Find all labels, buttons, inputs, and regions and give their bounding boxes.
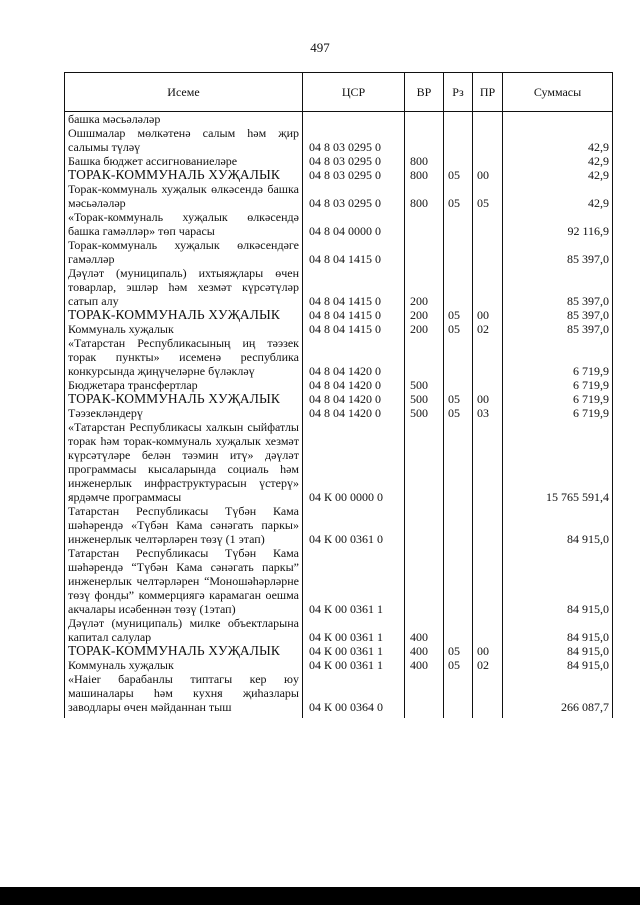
cell-rz: [444, 266, 473, 308]
cell-vr: [405, 112, 444, 127]
table-row: [65, 112, 613, 127]
cell-sum: 84 915,0: [503, 546, 613, 616]
cell-sum: 6 719,9: [503, 336, 613, 378]
cell-rz: [444, 504, 473, 546]
cell-csr: 04 К 00 0364 0: [303, 672, 405, 718]
cell-pr: [473, 672, 503, 718]
cell-pr: [473, 210, 503, 238]
cell-csr: 04 К 00 0361 1: [303, 658, 405, 672]
cell-vr: [405, 546, 444, 616]
cell-pr: [473, 378, 503, 392]
table-row: [65, 210, 613, 238]
table-row: [65, 504, 613, 546]
cell-name: ТОРАК-КОММУНАЛЬ ХУҖАЛЫК: [65, 308, 303, 322]
cell-name: Торак-коммуналь хуҗалык өлкәсендә башка мәсьәләләр: [65, 182, 303, 210]
cell-pr: [473, 616, 503, 644]
cell-pr: [473, 112, 503, 127]
page-number: 497: [310, 40, 330, 55]
cell-pr: [473, 336, 503, 378]
cell-name: Тәэзекләндерү: [65, 406, 303, 420]
cell-pr: [473, 504, 503, 546]
cell-vr: 500: [405, 378, 444, 392]
cell-rz: 05: [444, 658, 473, 672]
cell-rz: [444, 154, 473, 168]
table-row: [65, 238, 613, 266]
cell-csr: 04 8 03 0295 0: [303, 126, 405, 154]
cell-csr: 04 8 04 1420 0: [303, 378, 405, 392]
cell-name: Коммуналь хуҗалык: [65, 658, 303, 672]
header-rz: Рз: [444, 73, 473, 112]
cell-csr: 04 К 00 0361 1: [303, 644, 405, 658]
cell-vr: 500: [405, 406, 444, 420]
cell-rz: [444, 546, 473, 616]
cell-csr: 04 8 03 0295 0: [303, 182, 405, 210]
table-row: [65, 378, 613, 392]
header-vr: ВР: [405, 73, 444, 112]
cell-csr: 04 8 03 0295 0: [303, 154, 405, 168]
cell-csr: 04 8 03 0295 0: [303, 168, 405, 182]
table-header: [65, 73, 613, 112]
cell-name: Татарстан Республикасы Түбән Кама шәһәрендә «Түбән Кама сәнәгать паркы» инженерлык челтәрләрен төзү (1 этап): [65, 504, 303, 546]
cell-rz: 05: [444, 168, 473, 182]
cell-sum: 42,9: [503, 154, 613, 168]
cell-vr: 200: [405, 322, 444, 336]
cell-vr: 500: [405, 392, 444, 406]
table-row: [65, 182, 613, 210]
cell-rz: 05: [444, 308, 473, 322]
table-row: [65, 644, 613, 658]
cell-sum: 92 116,9: [503, 210, 613, 238]
cell-rz: [444, 616, 473, 644]
cell-rz: [444, 112, 473, 127]
cell-vr: 800: [405, 168, 444, 182]
cell-name: «Торак-коммуналь хуҗалык өлкәсендә башка гамәлләр» төп чарасы: [65, 210, 303, 238]
cell-name: ТОРАК-КОММУНАЛЬ ХУҖАЛЫК: [65, 392, 303, 406]
cell-rz: [444, 210, 473, 238]
cell-name: Коммуналь хуҗалык: [65, 322, 303, 336]
cell-name: Ошшмалар мөлкәтенә салым һәм җир салымы түләү: [65, 126, 303, 154]
cell-sum: 42,9: [503, 168, 613, 182]
cell-sum: 85 397,0: [503, 266, 613, 308]
table-row: [65, 266, 613, 308]
cell-vr: 800: [405, 182, 444, 210]
table-row: [65, 406, 613, 420]
cell-name: башка мәсьәләләр: [65, 112, 303, 127]
table-row: [65, 322, 613, 336]
cell-pr: [473, 126, 503, 154]
cell-csr: 04 К 00 0361 1: [303, 546, 405, 616]
cell-pr: 02: [473, 322, 503, 336]
cell-pr: 03: [473, 406, 503, 420]
cell-vr: 800: [405, 154, 444, 168]
cell-name: «Татарстан Республикасы халкын сыйфатлы торак һәм торак-коммуналь хуҗалык хезмәт күрсәтүләре белән тәэмин итү» дәүләт программасы кысаларында социаль һәм инженерлык инфраструктурасын үстерү» ярдәмче программасы: [65, 420, 303, 504]
header-csr: ЦСР: [303, 73, 405, 112]
cell-pr: [473, 420, 503, 504]
cell-rz: 05: [444, 406, 473, 420]
cell-sum: 6 719,9: [503, 406, 613, 420]
cell-csr: 04 8 04 1415 0: [303, 238, 405, 266]
cell-vr: [405, 210, 444, 238]
header-sum: Суммасы: [503, 73, 613, 112]
cell-name: Бюджетара трансфертлар: [65, 378, 303, 392]
table-row: [65, 336, 613, 378]
table-row: [65, 308, 613, 322]
cell-rz: [444, 672, 473, 718]
cell-name: ТОРАК-КОММУНАЛЬ ХУҖАЛЫК: [65, 168, 303, 182]
cell-vr: 400: [405, 644, 444, 658]
cell-name: Татарстан Республикасы Түбән Кама шәһәрендә “Түбән Кама сәнәгать паркы” инженерлык челтәрләрен “Моношәһәрләрне төзү фонды” коммерциягә карамаган оешма акчалары исәбеннән төзү (1этап): [65, 546, 303, 616]
table-row: [65, 168, 613, 182]
header-name: Исеме: [65, 73, 303, 112]
cell-name: Дәүләт (муниципаль) милке объектларына капитал салулар: [65, 616, 303, 644]
cell-csr: 04 8 04 1420 0: [303, 336, 405, 378]
cell-pr: 00: [473, 392, 503, 406]
cell-rz: [444, 238, 473, 266]
cell-name: Дәүләт (муниципаль) ихтыяҗлары өчен товарлар, эшләр һәм хезмәт күрсәтүләр сатып алу: [65, 266, 303, 308]
cell-vr: [405, 336, 444, 378]
cell-pr: [473, 266, 503, 308]
cell-sum: 84 915,0: [503, 644, 613, 658]
cell-sum: 42,9: [503, 126, 613, 154]
cell-csr: 04 К 00 0361 1: [303, 616, 405, 644]
cell-sum: 42,9: [503, 182, 613, 210]
table-row: [65, 672, 613, 718]
cell-sum: 6 719,9: [503, 392, 613, 406]
cell-pr: 00: [473, 644, 503, 658]
cell-sum: 84 915,0: [503, 616, 613, 644]
cell-vr: [405, 504, 444, 546]
cell-csr: 04 К 00 0361 0: [303, 504, 405, 546]
cell-rz: [444, 420, 473, 504]
cell-sum: 84 915,0: [503, 658, 613, 672]
cell-pr: 00: [473, 308, 503, 322]
cell-pr: 00: [473, 168, 503, 182]
cell-rz: [444, 126, 473, 154]
cell-vr: [405, 672, 444, 718]
table-row: [65, 154, 613, 168]
cell-name: Торак-коммуналь хуҗалык өлкәсендәге гамәлләр: [65, 238, 303, 266]
budget-table: [64, 72, 613, 718]
cell-pr: [473, 546, 503, 616]
cell-rz: [444, 336, 473, 378]
cell-csr: 04 8 04 1415 0: [303, 266, 405, 308]
cell-rz: 05: [444, 322, 473, 336]
cell-sum: 266 087,7: [503, 672, 613, 718]
cell-sum: 85 397,0: [503, 322, 613, 336]
scan-edge-bar: [0, 887, 640, 905]
cell-name: Башка бюджет ассигнованиеләре: [65, 154, 303, 168]
table-body: [65, 112, 613, 719]
cell-vr: [405, 126, 444, 154]
table-row: [65, 420, 613, 504]
cell-sum: 85 397,0: [503, 238, 613, 266]
table-row: [65, 546, 613, 616]
cell-vr: [405, 238, 444, 266]
cell-csr: 04 8 04 1420 0: [303, 406, 405, 420]
cell-csr: 04 8 04 1415 0: [303, 322, 405, 336]
cell-sum: [503, 112, 613, 127]
cell-name: «Татарстан Республикасының иң тәэзек торак пункты» исеменә республика конкурсында җиңүчеләрне бүләкләү: [65, 336, 303, 378]
cell-name: «Haier барабанлы типтагы кер юу машиналары һәм кухня җиһазлары заводлары өчен мәйданнан тыш: [65, 672, 303, 718]
cell-pr: [473, 238, 503, 266]
header-pr: ПР: [473, 73, 503, 112]
cell-rz: 05: [444, 644, 473, 658]
cell-sum: 84 915,0: [503, 504, 613, 546]
cell-csr: 04 8 04 1415 0: [303, 308, 405, 322]
table-row: [65, 616, 613, 644]
cell-name: ТОРАК-КОММУНАЛЬ ХУҖАЛЫК: [65, 644, 303, 658]
table-row: [65, 126, 613, 154]
cell-vr: [405, 420, 444, 504]
cell-vr: 200: [405, 308, 444, 322]
cell-csr: 04 8 04 1420 0: [303, 392, 405, 406]
cell-vr: 200: [405, 266, 444, 308]
cell-rz: 05: [444, 182, 473, 210]
cell-pr: 02: [473, 658, 503, 672]
cell-csr: 04 К 00 0000 0: [303, 420, 405, 504]
cell-sum: 85 397,0: [503, 308, 613, 322]
cell-sum: 15 765 591,4: [503, 420, 613, 504]
cell-sum: 6 719,9: [503, 378, 613, 392]
cell-csr: 04 8 04 0000 0: [303, 210, 405, 238]
table-row: [65, 392, 613, 406]
cell-vr: 400: [405, 658, 444, 672]
cell-csr: [303, 112, 405, 127]
cell-rz: [444, 378, 473, 392]
cell-pr: [473, 154, 503, 168]
cell-vr: 400: [405, 616, 444, 644]
cell-pr: 05: [473, 182, 503, 210]
table-row: [65, 658, 613, 672]
cell-rz: 05: [444, 392, 473, 406]
